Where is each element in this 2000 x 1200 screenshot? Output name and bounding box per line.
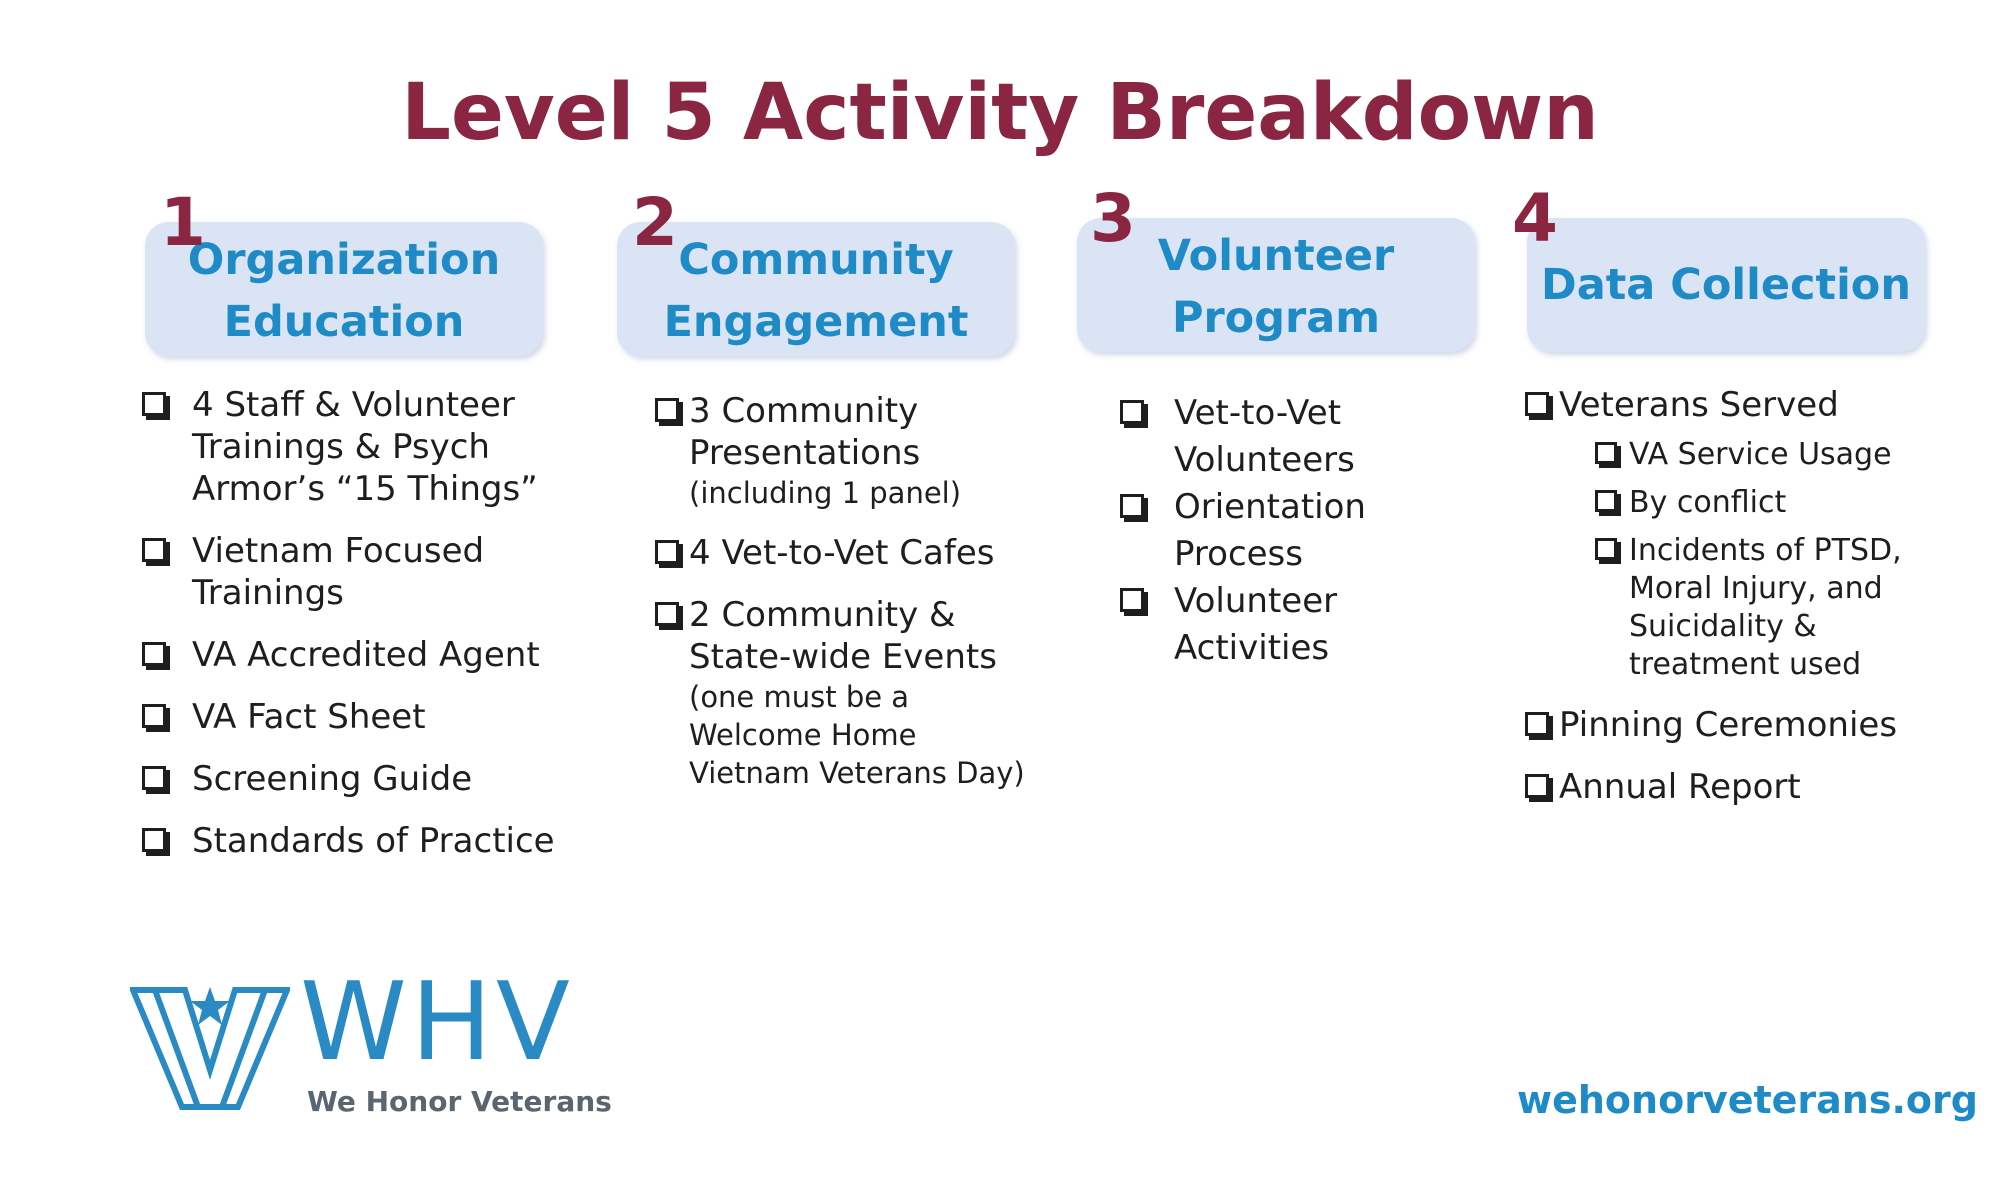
organization-education-list bbox=[142, 384, 562, 882]
list-item: Orientation Process bbox=[1120, 484, 1450, 578]
community-engagement-list bbox=[655, 390, 1055, 812]
logo-letters: WHV bbox=[300, 960, 574, 1085]
checkbox-icon bbox=[142, 828, 166, 852]
checkbox-icon bbox=[655, 602, 679, 626]
checkbox-icon bbox=[1595, 442, 1617, 464]
checkbox-icon bbox=[142, 538, 166, 562]
checkbox-icon bbox=[142, 704, 166, 728]
logo-tagline: We Honor Veterans bbox=[307, 1085, 612, 1118]
checkbox-icon bbox=[1525, 712, 1549, 736]
checkbox-icon bbox=[1120, 494, 1144, 518]
heading-line: Volunteer bbox=[1157, 231, 1395, 281]
column-heading-data-collection bbox=[1527, 218, 1925, 352]
checkbox-icon bbox=[142, 766, 166, 790]
list-item: 2 Community & State-wide Events (one must be a Welcome Home Vietnam Veterans Day) bbox=[655, 594, 1055, 792]
list-item: Volunteer Activities bbox=[1120, 578, 1450, 672]
column-number-3: 3 bbox=[1090, 180, 1136, 257]
checkbox-icon bbox=[655, 398, 679, 422]
checkbox-icon bbox=[142, 392, 166, 416]
checkbox-icon bbox=[1595, 490, 1617, 512]
page-title: Level 5 Activity Breakdown bbox=[401, 68, 1599, 158]
heading-line: Community bbox=[678, 235, 954, 285]
column-number-2: 2 bbox=[632, 184, 678, 261]
column-number-4: 4 bbox=[1512, 180, 1558, 257]
checkbox-icon bbox=[1120, 400, 1144, 424]
list-item: Pinning Ceremonies bbox=[1525, 704, 1985, 746]
sub-list-item: VA Service Usage bbox=[1595, 436, 1985, 474]
v-star-icon bbox=[130, 985, 290, 1115]
heading-line: Education bbox=[223, 297, 465, 347]
volunteer-program-list bbox=[1120, 390, 1450, 672]
heading-line: Program bbox=[1171, 293, 1381, 343]
list-item: VA Accredited Agent bbox=[142, 634, 562, 676]
list-item: 4 Vet-to-Vet Cafes bbox=[655, 532, 1055, 574]
data-collection-list bbox=[1525, 384, 1985, 828]
heading-line: Organization bbox=[187, 235, 501, 285]
list-item: VA Fact Sheet bbox=[142, 696, 562, 738]
heading-line: Engagement bbox=[663, 297, 969, 347]
website-link[interactable]: wehonorveterans.org bbox=[1517, 1078, 1978, 1122]
veterans-served-sublist bbox=[1595, 436, 1985, 684]
list-item: 4 Staff & Volunteer Trainings & Psych Armor’s “15 Things” bbox=[142, 384, 562, 510]
column-heading-volunteer-program bbox=[1077, 218, 1475, 352]
list-item: Vietnam Focused Trainings bbox=[142, 530, 562, 614]
column-number-1: 1 bbox=[160, 184, 206, 261]
checkbox-icon bbox=[1525, 774, 1549, 798]
sub-list-item: By conflict bbox=[1595, 484, 1985, 522]
sub-list-item: Incidents of PTSD, Moral Injury, and Suicidality & treatment used bbox=[1595, 532, 1985, 684]
checkbox-icon bbox=[1120, 588, 1144, 612]
list-item: Annual Report bbox=[1525, 766, 1985, 808]
list-item: Screening Guide bbox=[142, 758, 562, 800]
list-item: Standards of Practice bbox=[142, 820, 562, 862]
checkbox-icon bbox=[655, 540, 679, 564]
list-item: Vet-to-Vet Volunteers bbox=[1120, 390, 1450, 484]
list-item: Veterans Served VA Service Usage By conflict Incidents of PTSD, Moral Injury, and Suicidality & treatment used bbox=[1525, 384, 1985, 684]
checkbox-icon bbox=[142, 642, 166, 666]
checkbox-icon bbox=[1525, 392, 1549, 416]
list-item: 3 Community Presentations (including 1 panel) bbox=[655, 390, 1055, 512]
checkbox-icon bbox=[1595, 538, 1617, 560]
heading-line: Data Collection bbox=[1541, 260, 1911, 310]
